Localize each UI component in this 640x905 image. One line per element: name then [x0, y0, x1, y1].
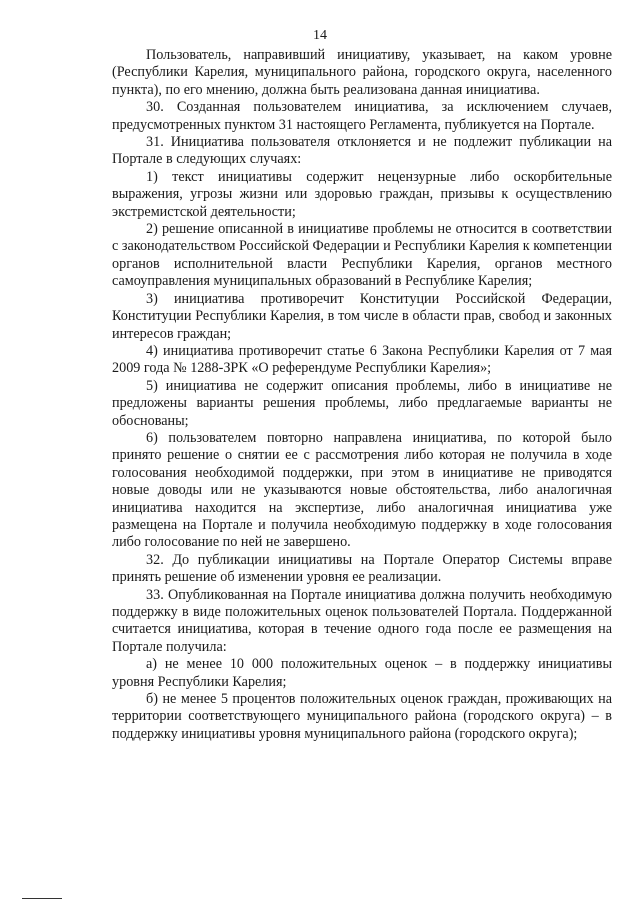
paragraph-user-level: Пользователь, направивший инициативу, указывает, на каком уровне (Республики Карелия, муниципального района, городского округа, населенного пункта), по его мнению, должна быть реализована данная инициатива.: [112, 47, 612, 98]
paragraph-32: 32. До публикации инициативы на Портале Оператор Системы вправе принять решение об изменении уровня ее реализации.: [112, 551, 612, 586]
paragraph-31-item-3: 3) инициатива противоречит Конституции Российской Федерации, Конституции Республики Карелия, в том числе в области прав, свобод и законных интересов граждан;: [112, 290, 612, 342]
paragraph-33: 33. Опубликованная на Портале инициатива должна получить необходимую поддержку в виде положительных оценок пользователей Портала. Поддержанной считается инициатива, которая в течение одного года после ее размещения на Портале получила:: [112, 586, 612, 655]
paragraph-31: 31. Инициатива пользователя отклоняется и не подлежит публикации на Портале в следующих случаях:: [112, 134, 612, 168]
paragraph-31-item-4: 4) инициатива противоречит статье 6 Закона Республики Карелия от 7 мая 2009 года № 1288-ЗРК «О референдуме Республики Карелия»;: [112, 342, 612, 377]
paragraph-31-item-2: 2) решение описанной в инициативе проблемы не относится в соответствии с законодательством Российской Федерации и Республики Карелия к компетенции органов исполнительной власти Республики Карелия, органов местного самоуправления муниципальных образований в Республике Карелия;: [112, 221, 612, 290]
paragraph-31-item-1: 1) текст инициативы содержит нецензурные либо оскорбительные выражения, угрозы жизни или здоровью граждан, призывы к осуществлению экстремистской деятельности;: [112, 168, 612, 220]
paragraph-30: 30. Созданная пользователем инициатива, за исключением случаев, предусмотренных пунктом 31 настоящего Регламента, публикуется на Портале.: [112, 99, 612, 133]
page-number: 14: [313, 28, 327, 43]
paragraph-31-item-5: 5) инициатива не содержит описания проблемы, либо в инициативе не предложены варианты решения проблемы, либо предлагаемые варианты не обоснованы;: [112, 377, 612, 429]
paragraph-33-item-a: а) не менее 10 000 положительных оценок – в поддержку инициативы уровня Республики Карелия;: [112, 656, 612, 690]
footer-rule: [22, 898, 62, 899]
document-body: [112, 47, 612, 743]
paragraph-31-item-6: 6) пользователем повторно направлена инициатива, по которой было принято решение о снятии ее с рассмотрения либо которая не получила в ходе голосования необходимой поддержки, при этом в инициативе не приводятся новые доводы или не указываются новые обстоятельства, либо аналогичная инициатива находится на экспертизе, либо аналогичная инициатива уже размещена на Портале и получила необходимую поддержку в ходе голосования либо голосование по ней не завершено.: [112, 429, 612, 551]
paragraph-33-item-b: б) не менее 5 процентов положительных оценок граждан, проживающих на территории соответствующего муниципального района (городского округа) – в поддержку инициативы уровня муниципального района (городского округа);: [112, 691, 612, 742]
